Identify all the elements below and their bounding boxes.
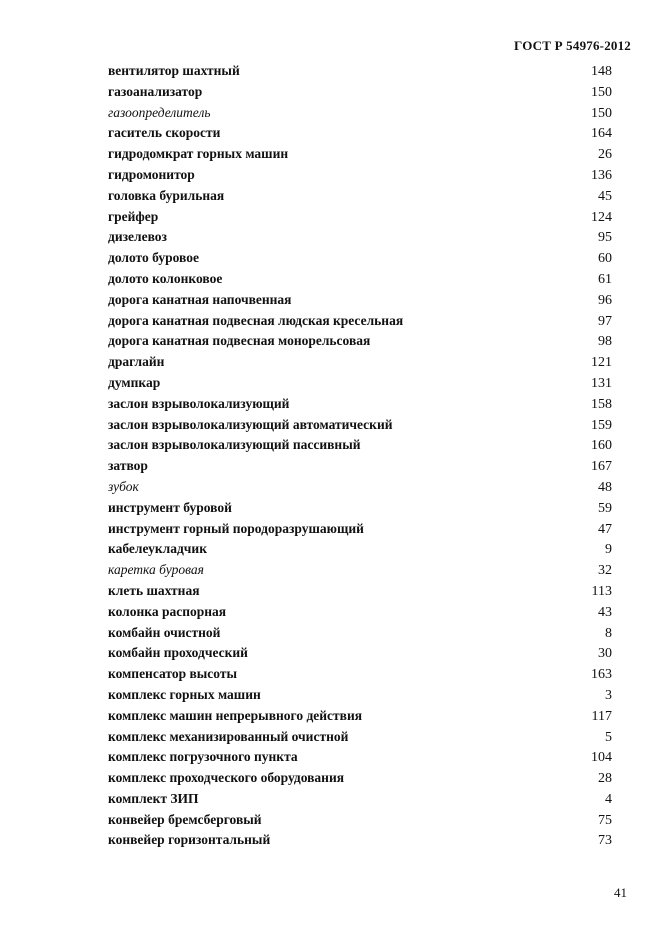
entry-term: клеть шахтная xyxy=(108,582,200,598)
entry-page: 104 xyxy=(591,750,612,766)
entry-page: 121 xyxy=(591,355,612,371)
index-entry xyxy=(108,396,612,417)
index-entry xyxy=(108,645,612,666)
index-entry xyxy=(108,812,612,833)
entry-term: гидродомкрат горных машин xyxy=(108,146,289,162)
entry-page: 148 xyxy=(591,64,612,79)
entry-page: 158 xyxy=(591,396,612,412)
index-entry xyxy=(108,167,612,188)
entry-page: 163 xyxy=(591,667,612,683)
entry-term: драглайн xyxy=(108,354,165,370)
entry-term: комплекс механизированный очистной xyxy=(108,728,349,744)
entry-term: зубок xyxy=(108,478,139,494)
index-entry xyxy=(108,729,612,750)
entry-term: заслон взрыволокализующий xyxy=(108,395,290,411)
entry-term: колонка распорная xyxy=(108,603,227,619)
entry-term: заслон взрыволокализующий пассивный xyxy=(108,437,361,453)
index-entry xyxy=(108,229,612,250)
entry-term: конвейер бремсберговый xyxy=(108,811,262,827)
entry-term: комплект ЗИП xyxy=(108,790,199,806)
entry-term: дорога канатная напочвенная xyxy=(108,291,292,307)
entry-term: дизелевоз xyxy=(108,229,167,245)
entry-term: гаситель скорости xyxy=(108,125,221,141)
entry-page: 160 xyxy=(591,438,612,454)
entry-term: дорога канатная подвесная монорельсовая xyxy=(108,333,371,349)
index-entry xyxy=(108,375,612,396)
index-entry xyxy=(108,521,612,542)
entry-term: заслон взрыволокализующий автоматический xyxy=(108,416,393,432)
index-entry xyxy=(108,791,612,812)
index-entry xyxy=(108,479,612,500)
index-entry xyxy=(108,458,612,479)
entry-page: 117 xyxy=(591,708,612,724)
index-entry xyxy=(108,417,612,438)
entry-page: 96 xyxy=(598,292,612,308)
entry-page: 97 xyxy=(598,313,612,329)
entry-page: 131 xyxy=(591,375,612,391)
entry-term: комплекс погрузочного пункта xyxy=(108,749,298,765)
index-entry xyxy=(108,354,612,375)
entry-page: 5 xyxy=(605,729,612,745)
index-entry xyxy=(108,146,612,167)
entry-term: комбайн проходческий xyxy=(108,645,248,661)
index-entry xyxy=(108,437,612,458)
entry-page: 9 xyxy=(605,542,612,558)
index-entry xyxy=(108,749,612,770)
entry-page: 159 xyxy=(591,417,612,433)
page-number: 41 xyxy=(614,885,627,900)
entry-term: компенсатор высоты xyxy=(108,666,238,682)
index-list xyxy=(108,63,612,853)
entry-page: 95 xyxy=(598,230,612,246)
index-entry xyxy=(108,209,612,230)
entry-page: 60 xyxy=(598,251,612,267)
index-entry xyxy=(108,313,612,334)
entry-term: долото буровое xyxy=(108,250,199,266)
index-entry xyxy=(108,562,612,583)
entry-term: газоанализатор xyxy=(108,83,203,99)
index-entry xyxy=(108,708,612,729)
entry-term: гидромонитор xyxy=(108,166,195,182)
entry-term: инструмент буровой xyxy=(108,499,232,515)
entry-term: затвор xyxy=(108,458,148,474)
entry-page: 150 xyxy=(591,84,612,100)
index-entry xyxy=(108,271,612,292)
entry-page: 113 xyxy=(591,583,612,599)
entry-page: 4 xyxy=(605,791,612,807)
index-entry xyxy=(108,250,612,271)
index-entry xyxy=(108,125,612,146)
entry-term: каретка буровая xyxy=(108,562,204,578)
entry-page: 26 xyxy=(598,147,612,163)
entry-page: 32 xyxy=(598,563,612,579)
index-entry xyxy=(108,666,612,687)
entry-page: 47 xyxy=(598,521,612,537)
index-entry xyxy=(108,687,612,708)
entry-page: 73 xyxy=(598,833,612,849)
entry-page: 150 xyxy=(591,105,612,121)
index-entry xyxy=(108,105,612,126)
entry-page: 98 xyxy=(598,334,612,350)
entry-page: 136 xyxy=(591,167,612,183)
index-entry xyxy=(108,625,612,646)
entry-page: 75 xyxy=(598,812,612,828)
entry-term: думпкар xyxy=(108,374,161,390)
index-entry xyxy=(108,84,612,105)
entry-term: инструмент горный породоразрушающий xyxy=(108,520,364,536)
entry-term: долото колонковое xyxy=(108,270,223,286)
entry-term: газоопределитель xyxy=(108,104,211,120)
index-entry xyxy=(108,770,612,791)
entry-page: 30 xyxy=(598,646,612,662)
entry-page: 59 xyxy=(598,500,612,516)
entry-term: комбайн очистной xyxy=(108,624,221,640)
index-entry xyxy=(108,63,612,84)
entry-term: головка бурильная xyxy=(108,187,225,203)
entry-term: грейфер xyxy=(108,208,159,224)
index-entry xyxy=(108,541,612,562)
entry-page: 167 xyxy=(591,459,612,475)
entry-term: комплекс машин непрерывного действия xyxy=(108,707,363,723)
index-entry xyxy=(108,500,612,521)
entry-page: 124 xyxy=(591,209,612,225)
entry-page: 8 xyxy=(605,625,612,641)
document-header: ГОСТ Р 54976-2012 xyxy=(514,38,631,53)
index-entry xyxy=(108,188,612,209)
entry-page: 43 xyxy=(598,604,612,620)
entry-term: конвейер горизонтальный xyxy=(108,832,271,848)
entry-term: дорога канатная подвесная людская кресельная xyxy=(108,312,404,328)
entry-page: 164 xyxy=(591,126,612,142)
index-entry xyxy=(108,333,612,354)
index-entry xyxy=(108,292,612,313)
entry-page: 3 xyxy=(605,687,612,703)
entry-page: 28 xyxy=(598,771,612,787)
entry-page: 48 xyxy=(598,479,612,495)
entry-term: вентилятор шахтный xyxy=(108,63,240,78)
entry-term: комплекс горных машин xyxy=(108,686,261,702)
entry-term: кабелеукладчик xyxy=(108,541,207,557)
index-entry xyxy=(108,832,612,853)
index-entry xyxy=(108,604,612,625)
entry-page: 45 xyxy=(598,188,612,204)
entry-page: 61 xyxy=(598,271,612,287)
entry-term: комплекс проходческого оборудования xyxy=(108,770,345,786)
index-entry xyxy=(108,583,612,604)
